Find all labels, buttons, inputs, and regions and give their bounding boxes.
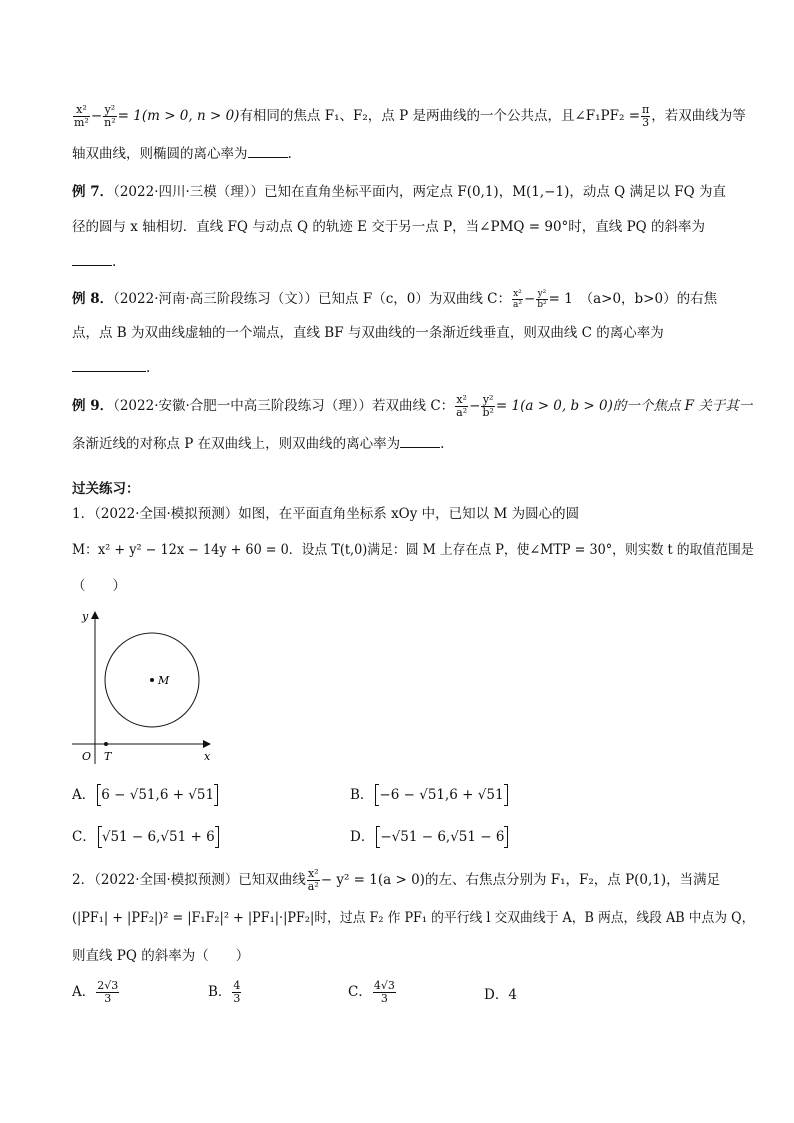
fraction: $\frac{\pi}{3}$: [642, 103, 650, 129]
interval: −√51 − 6,√51 − 6: [376, 826, 508, 848]
example-label: 例 7．: [72, 184, 114, 200]
ex8-line-3: .: [72, 358, 150, 378]
point-m-label: M: [158, 674, 170, 687]
q2-line-3: 则直线 PQ 的斜率为（ ）: [72, 948, 250, 964]
ex9-line-2: 条渐近线的对称点 P 在双曲线上，则双曲线的离心率为 .: [72, 436, 445, 452]
q1-line-1: 1．（2022·全国·模拟预测）如图，在平面直角坐标系 xOy 中，已知以 M 为圆心的圆: [72, 506, 580, 522]
answer-blank: [248, 145, 288, 158]
ex7-line-3: .: [72, 252, 116, 272]
q2-option-b[interactable]: B． $\frac{4}{3}$: [208, 979, 241, 1005]
point-t-label: T: [104, 750, 112, 763]
ex8-line-1: 例 8．（2022·河南·高三阶段练习（文））已知点 F（c，0）为双曲线 C： $\frac{\text{x²}}{\text{a²}}$ − $\frac{\text{y²}}{\text{b²}}$ = 1 （a>0，b>0）的右焦: [72, 289, 718, 310]
point-t: [104, 742, 108, 746]
coordinate-figure: [70, 608, 230, 768]
interval: −6 − √51,6 + √51: [375, 784, 507, 806]
q2-option-c[interactable]: C． $\frac{4√3}{3}$: [348, 979, 395, 1005]
fraction: $\frac{\text{y²}}{\text{b²}}$: [482, 393, 494, 419]
ex9-line-1: 例 9．（2022·安徽·合肥一中高三阶段练习（理））若双曲线 C： $\frac{\text{x²}}{\text{a²}}$ − $\frac{\text{y²}}{\text{b²}}$ = 1(a > 0, b > 0)的一个焦点 F 关于其一: [72, 393, 753, 419]
q2-option-a[interactable]: A． $\frac{2√3}{3}$: [72, 979, 119, 1005]
q1-line-3: （ ）: [72, 578, 126, 594]
origin-label: O: [82, 750, 92, 763]
interval: 6 − √51,6 + √51: [97, 784, 218, 806]
ex8-line-2: 点，点 B 为双曲线虚轴的一个端点，直线 BF 与双曲线的一条渐近线垂直，则双曲线 C 的离心率为: [72, 325, 664, 341]
intro-line-2: 轴双曲线，则椭圆的离心率为 .: [72, 146, 292, 162]
answer-blank: [400, 435, 440, 448]
q1-option-d[interactable]: D． −√51 − 6,√51 − 6: [350, 826, 510, 848]
q2-option-d[interactable]: D．4: [484, 987, 517, 1003]
ex7-line-2: 径的圆与 x 轴相切．直线 FQ 与动点 Q 的轨迹 E 交于另一点 P，当∠PMQ = 90°时，直线 PQ 的斜率为: [72, 219, 706, 235]
q2-line-2: (|PF₁| + |PF₂|)² = |F₁F₂|² + |PF₁|·|PF₂|时，过点 F₂ 作 PF₁ 的平行线 l 交双曲线于 A，B 两点，线段 AB 中点为 Q，: [72, 910, 755, 926]
fraction: $\frac{\text{x²}}{\text{a²}}$: [456, 393, 468, 419]
x-axis-label: x: [204, 750, 211, 763]
example-label: 例 9．: [72, 398, 114, 414]
answer-blank: [72, 359, 146, 372]
q2-line-1: 2．（2022·全国·模拟预测）已知双曲线 $\frac{\text{x²}}{\text{a²}}$ − y² = 1(a > 0)的左、右焦点分别为 F₁，F₂，点 P(0,1)，当满足: [72, 867, 721, 893]
fraction: $\frac{4}{3}$: [233, 979, 241, 1005]
fraction: $\frac{\text{x²}}{\text{m²}}$: [74, 103, 89, 129]
q1-option-a[interactable]: A． 6 − √51,6 + √51: [72, 784, 220, 806]
q1-line-2: M：x² + y² − 12x − 14y + 60 = 0．设点 T(t,0)满足：圆 M 上存在点 P，使∠MTP = 30°，则实数 t 的取值范围是: [72, 542, 754, 558]
fraction: $\frac{\text{x²}}{\text{a²}}$: [307, 867, 319, 893]
fraction: $\frac{\text{x²}}{\text{a²}}$: [512, 289, 522, 310]
y-axis-label: y: [82, 610, 89, 623]
ex7-line-1: 例 7．（2022·四川·三模（理））已知在直角坐标平面内，两定点 F(0,1)，M(1,−1)，动点 Q 满足以 FQ 为直: [72, 184, 726, 200]
q1-option-c[interactable]: C． √51 − 6,√51 + 6: [72, 826, 221, 848]
example-label: 例 8．: [72, 291, 114, 307]
fraction: $\frac{4√3}{3}$: [373, 979, 395, 1005]
interval: √51 − 6,√51 + 6: [98, 826, 219, 848]
practice-heading: 过关练习：: [72, 481, 140, 497]
fraction: $\frac{\text{y²}}{\text{n²}}$: [104, 103, 116, 129]
intro-line-1: $\frac{\text{x²}}{\text{m²}}$ − $\frac{\text{y²}}{\text{n²}}$ = 1(m > 0, n > 0)有相同的焦点 F₁、F₂，点 P 是两曲线的一个公共点，且∠F₁PF₂ = $\frac{\pi}{3}$ ，若双曲线为等: [74, 103, 746, 129]
answer-blank: [72, 253, 112, 266]
q1-option-b[interactable]: B． −6 − √51,6 + √51: [350, 784, 510, 806]
center-point-m: [150, 678, 154, 682]
fraction: $\frac{2√3}{3}$: [97, 979, 119, 1005]
fraction: $\frac{\text{y²}}{\text{b²}}$: [537, 289, 547, 310]
